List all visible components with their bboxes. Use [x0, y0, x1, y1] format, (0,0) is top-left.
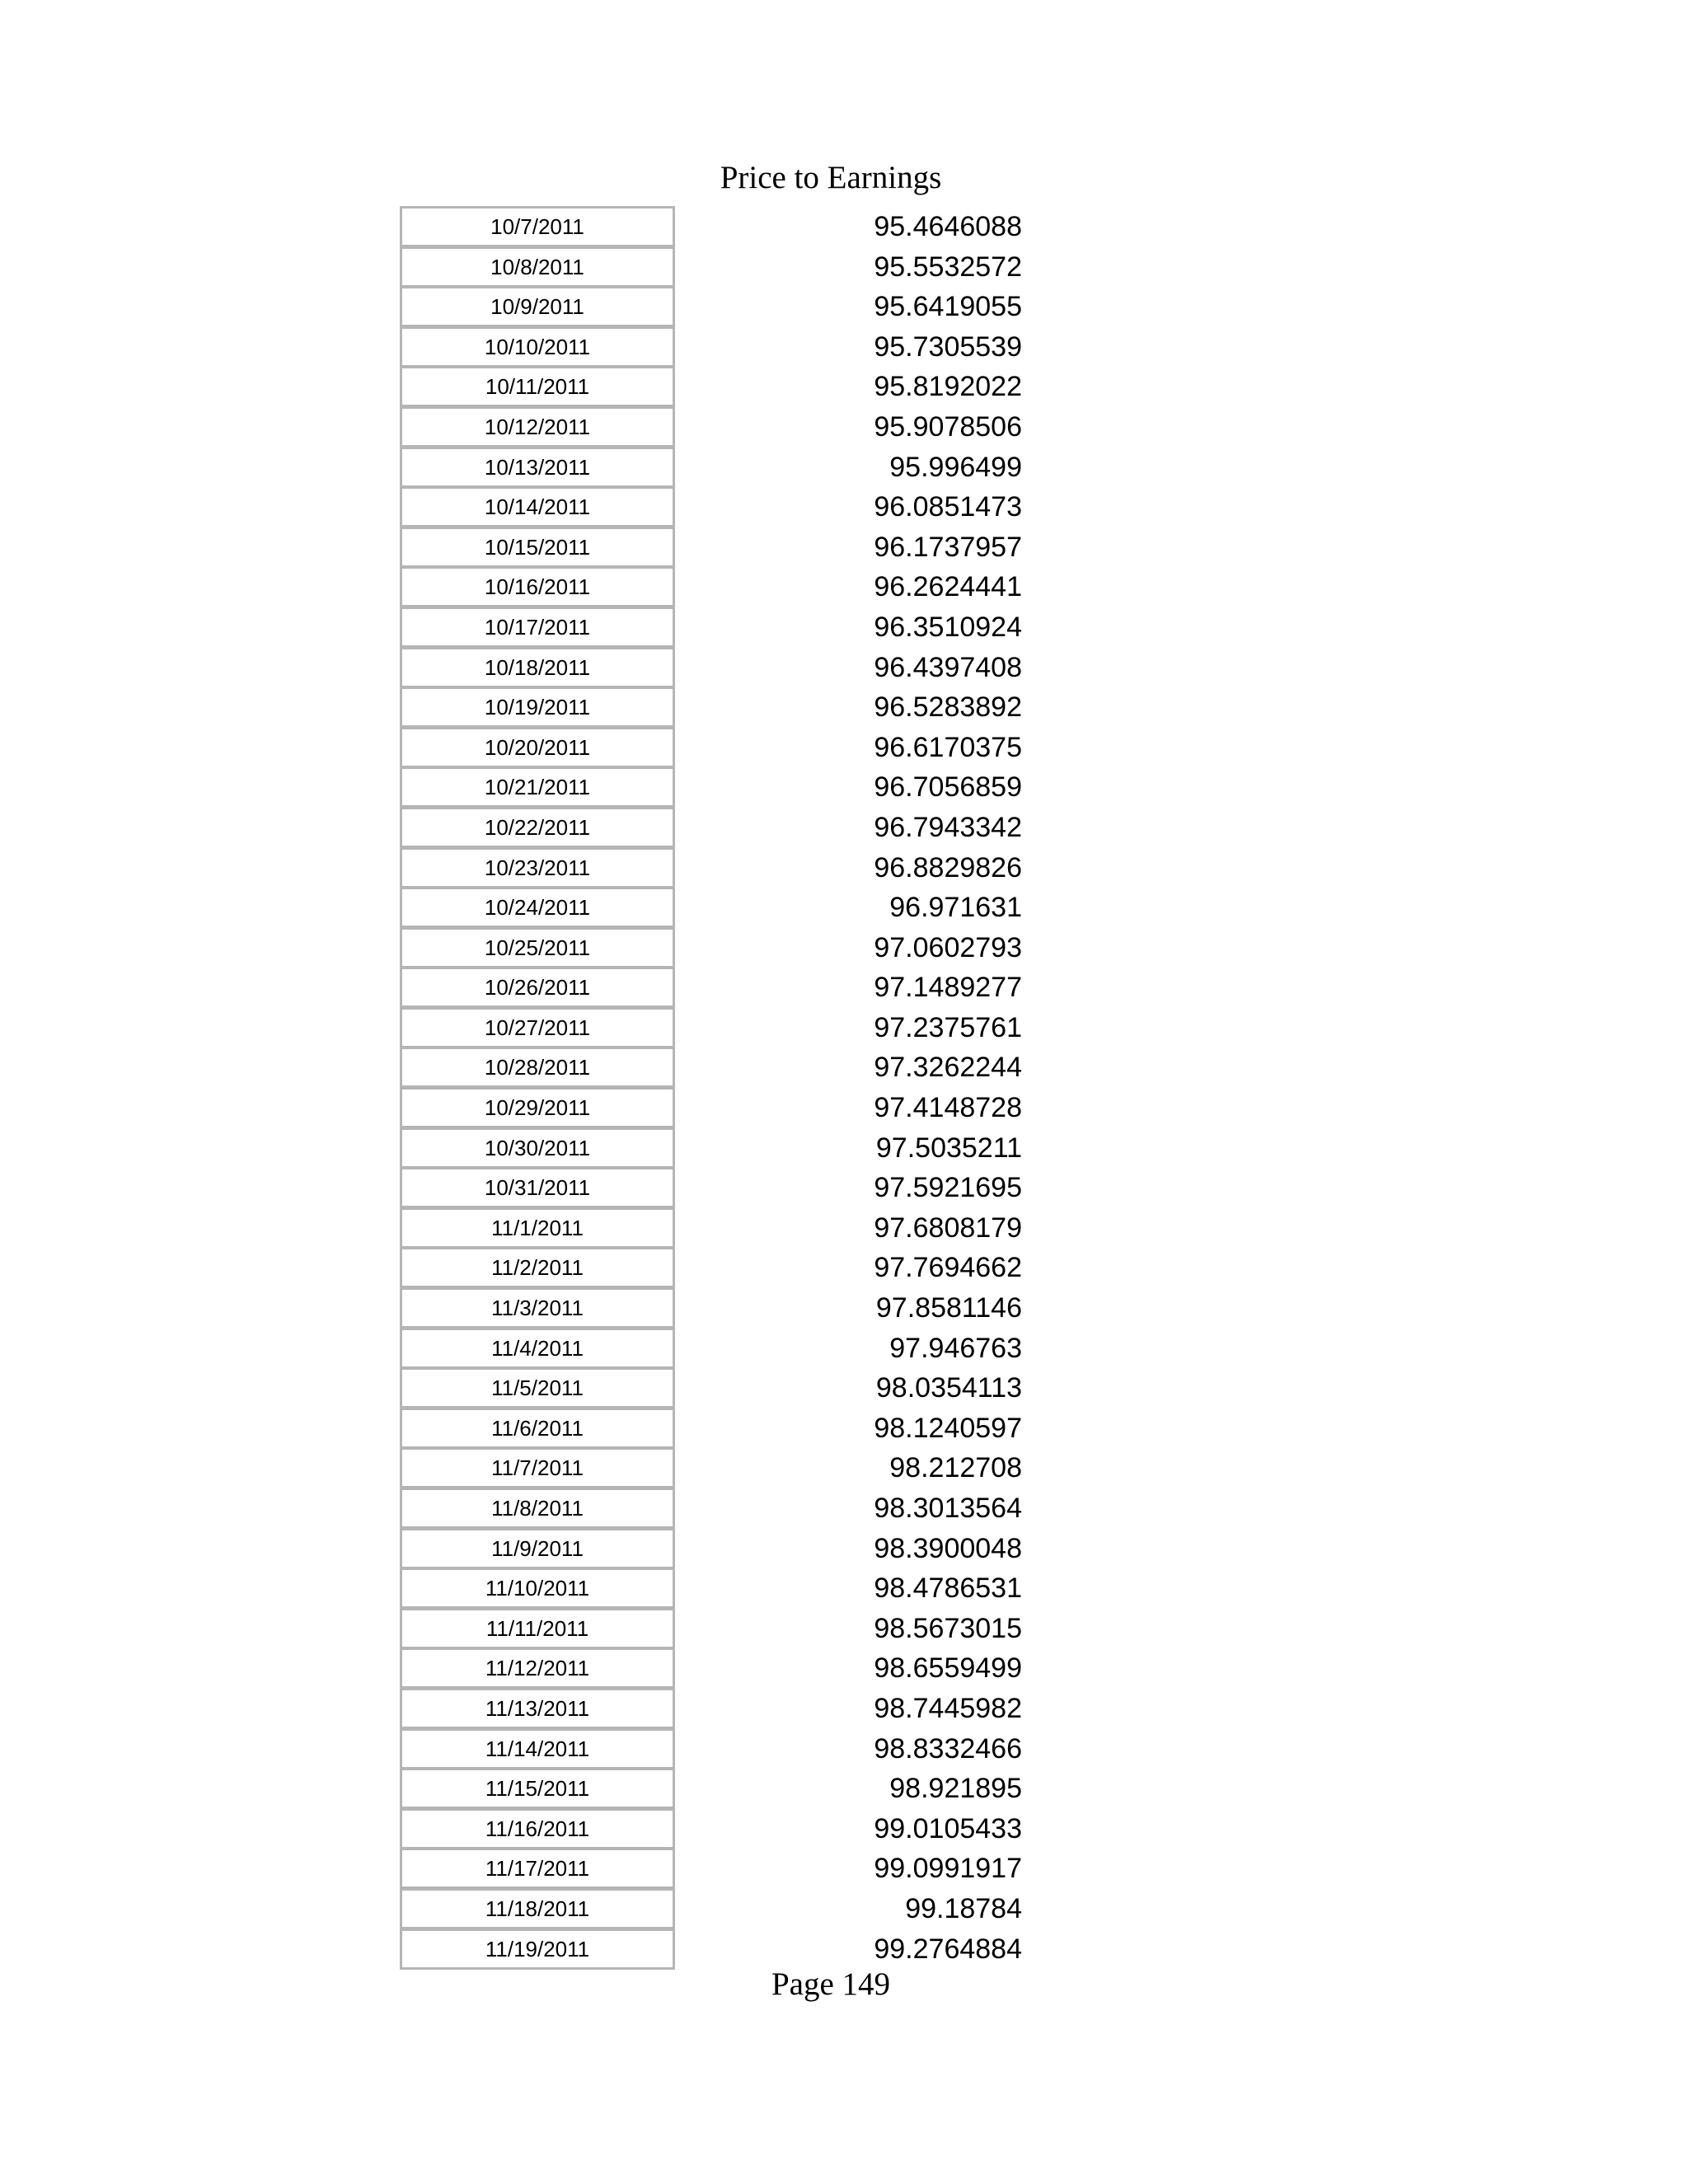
table-row	[400, 1167, 1043, 1207]
date-cell: 10/15/2011	[400, 527, 675, 568]
table-row	[400, 807, 1043, 847]
date-cell: 11/19/2011	[400, 1929, 675, 1970]
value-cell: 95.5532572	[874, 251, 1022, 283]
table-row	[400, 1528, 1043, 1568]
table-row	[400, 447, 1043, 487]
table-row	[400, 647, 1043, 687]
date-cell: 11/15/2011	[400, 1768, 675, 1809]
date-cell: 11/14/2011	[400, 1728, 675, 1769]
table-row	[400, 1127, 1043, 1168]
date-cell: 10/21/2011	[400, 766, 675, 808]
value-cell: 97.4148728	[874, 1092, 1022, 1124]
value-cell: 96.7056859	[874, 771, 1022, 804]
value-cell: 98.3900048	[874, 1532, 1022, 1564]
value-cell: 95.6419055	[874, 291, 1022, 323]
value-cell: 99.0105433	[874, 1812, 1022, 1844]
date-cell: 10/27/2011	[400, 1007, 675, 1048]
date-cell: 10/23/2011	[400, 847, 675, 888]
page-title: Price to Earnings	[720, 160, 942, 195]
value-cell: 95.4646088	[874, 211, 1022, 242]
table-row	[400, 967, 1043, 1007]
table-row	[400, 1688, 1043, 1728]
date-cell: 11/13/2011	[400, 1688, 675, 1729]
date-cell: 11/10/2011	[400, 1568, 675, 1609]
table-row	[400, 246, 1043, 287]
table-row	[400, 1287, 1043, 1328]
date-cell: 10/18/2011	[400, 647, 675, 688]
table-row	[400, 527, 1043, 567]
value-cell: 95.9078506	[874, 410, 1022, 443]
table-row	[400, 1488, 1043, 1528]
date-cell: 10/14/2011	[400, 486, 675, 527]
value-cell: 97.1489277	[874, 972, 1022, 1004]
value-cell: 96.8829826	[874, 851, 1022, 883]
table-row	[400, 1808, 1043, 1849]
table-row	[400, 1768, 1043, 1808]
table-row	[400, 286, 1043, 326]
table-row	[400, 1647, 1043, 1688]
date-cell: 10/19/2011	[400, 687, 675, 728]
table-row	[400, 1888, 1043, 1929]
value-cell: 98.1240597	[874, 1412, 1022, 1444]
date-cell: 11/6/2011	[400, 1408, 675, 1449]
date-cell: 11/17/2011	[400, 1848, 675, 1889]
value-cell: 97.8581146	[875, 1292, 1022, 1324]
table-row	[400, 1848, 1043, 1888]
table-row	[400, 927, 1043, 968]
value-cell: 95.996499	[889, 451, 1022, 483]
value-cell: 96.2624441	[874, 571, 1022, 603]
value-cell: 98.212708	[889, 1452, 1022, 1484]
table-row	[400, 1087, 1043, 1127]
date-cell: 11/9/2011	[400, 1528, 675, 1569]
table-row	[400, 1367, 1043, 1408]
table-row	[400, 687, 1043, 727]
table-row	[400, 1007, 1043, 1047]
date-cell: 11/3/2011	[400, 1287, 675, 1329]
date-cell: 11/1/2011	[400, 1207, 675, 1249]
value-cell: 97.2375761	[874, 1011, 1022, 1043]
value-cell: 98.3013564	[874, 1493, 1022, 1524]
date-cell: 11/4/2011	[400, 1328, 675, 1369]
date-cell: 10/9/2011	[400, 286, 675, 327]
date-cell: 10/29/2011	[400, 1087, 675, 1128]
date-cell: 10/8/2011	[400, 246, 675, 288]
date-cell: 10/12/2011	[400, 406, 675, 448]
date-cell: 10/10/2011	[400, 326, 675, 368]
table-row	[400, 847, 1043, 888]
date-cell: 11/7/2011	[400, 1447, 675, 1488]
date-cell: 10/31/2011	[400, 1167, 675, 1208]
value-cell: 97.3262244	[874, 1052, 1022, 1084]
date-cell: 10/22/2011	[400, 807, 675, 848]
date-cell: 10/17/2011	[400, 607, 675, 648]
date-cell: 11/16/2011	[400, 1808, 675, 1849]
table-row	[400, 1247, 1043, 1287]
date-cell: 10/26/2011	[400, 967, 675, 1008]
table-row	[400, 1447, 1043, 1488]
value-cell: 95.7305539	[874, 330, 1022, 363]
value-cell: 96.7943342	[874, 811, 1022, 843]
date-cell: 11/5/2011	[400, 1367, 675, 1408]
table-row	[400, 1047, 1043, 1087]
date-cell: 11/12/2011	[400, 1647, 675, 1689]
value-cell: 99.0991917	[874, 1853, 1022, 1885]
value-cell: 99.2764884	[874, 1933, 1022, 1965]
data-table	[400, 206, 1043, 1968]
table-row	[400, 1568, 1043, 1608]
value-cell: 96.971631	[889, 892, 1022, 924]
table-row	[400, 1408, 1043, 1448]
date-cell: 10/7/2011	[400, 206, 675, 247]
table-row	[400, 406, 1043, 447]
table-row	[400, 727, 1043, 767]
date-cell: 10/16/2011	[400, 566, 675, 607]
table-row	[400, 887, 1043, 927]
value-cell: 97.7694662	[874, 1252, 1022, 1284]
value-cell: 98.6559499	[874, 1652, 1022, 1685]
value-cell: 97.6808179	[874, 1212, 1022, 1244]
date-cell: 10/25/2011	[400, 927, 675, 968]
date-cell: 11/8/2011	[400, 1488, 675, 1529]
value-cell: 96.0851473	[874, 491, 1022, 523]
value-cell: 95.8192022	[874, 371, 1022, 403]
value-cell: 96.1737957	[874, 531, 1022, 563]
date-cell: 10/30/2011	[400, 1127, 675, 1169]
value-cell: 97.0602793	[874, 931, 1022, 963]
date-cell: 10/13/2011	[400, 447, 675, 488]
table-row	[400, 206, 1043, 246]
table-row	[400, 486, 1043, 527]
value-cell: 98.8332466	[874, 1732, 1022, 1765]
value-cell: 97.946763	[889, 1332, 1022, 1364]
date-cell: 10/11/2011	[400, 366, 675, 407]
value-cell: 98.5673015	[874, 1612, 1022, 1644]
value-cell: 96.5283892	[874, 691, 1022, 724]
table-row	[400, 766, 1043, 807]
value-cell: 98.0354113	[875, 1372, 1022, 1404]
table-row	[400, 326, 1043, 367]
table-row	[400, 566, 1043, 607]
value-cell: 96.3510924	[874, 611, 1022, 643]
table-row	[400, 607, 1043, 647]
date-cell: 11/18/2011	[400, 1888, 675, 1929]
table-row	[400, 1608, 1043, 1648]
table-row	[400, 1207, 1043, 1248]
value-cell: 97.5921695	[874, 1172, 1022, 1204]
date-cell: 11/2/2011	[400, 1247, 675, 1288]
value-cell: 96.4397408	[874, 651, 1022, 683]
value-cell: 97.5035211	[875, 1132, 1022, 1164]
date-cell: 10/24/2011	[400, 887, 675, 928]
date-cell: 10/20/2011	[400, 727, 675, 768]
table-row	[400, 366, 1043, 406]
value-cell: 96.6170375	[874, 731, 1022, 763]
date-cell: 10/28/2011	[400, 1047, 675, 1088]
table-row	[400, 1328, 1043, 1368]
table-row	[400, 1728, 1043, 1769]
value-cell: 98.921895	[889, 1773, 1022, 1805]
value-cell: 98.7445982	[874, 1692, 1022, 1724]
page-number: Page 149	[771, 1966, 891, 2002]
value-cell: 99.18784	[905, 1892, 1022, 1924]
date-cell: 11/11/2011	[400, 1608, 675, 1649]
value-cell: 98.4786531	[874, 1572, 1022, 1605]
